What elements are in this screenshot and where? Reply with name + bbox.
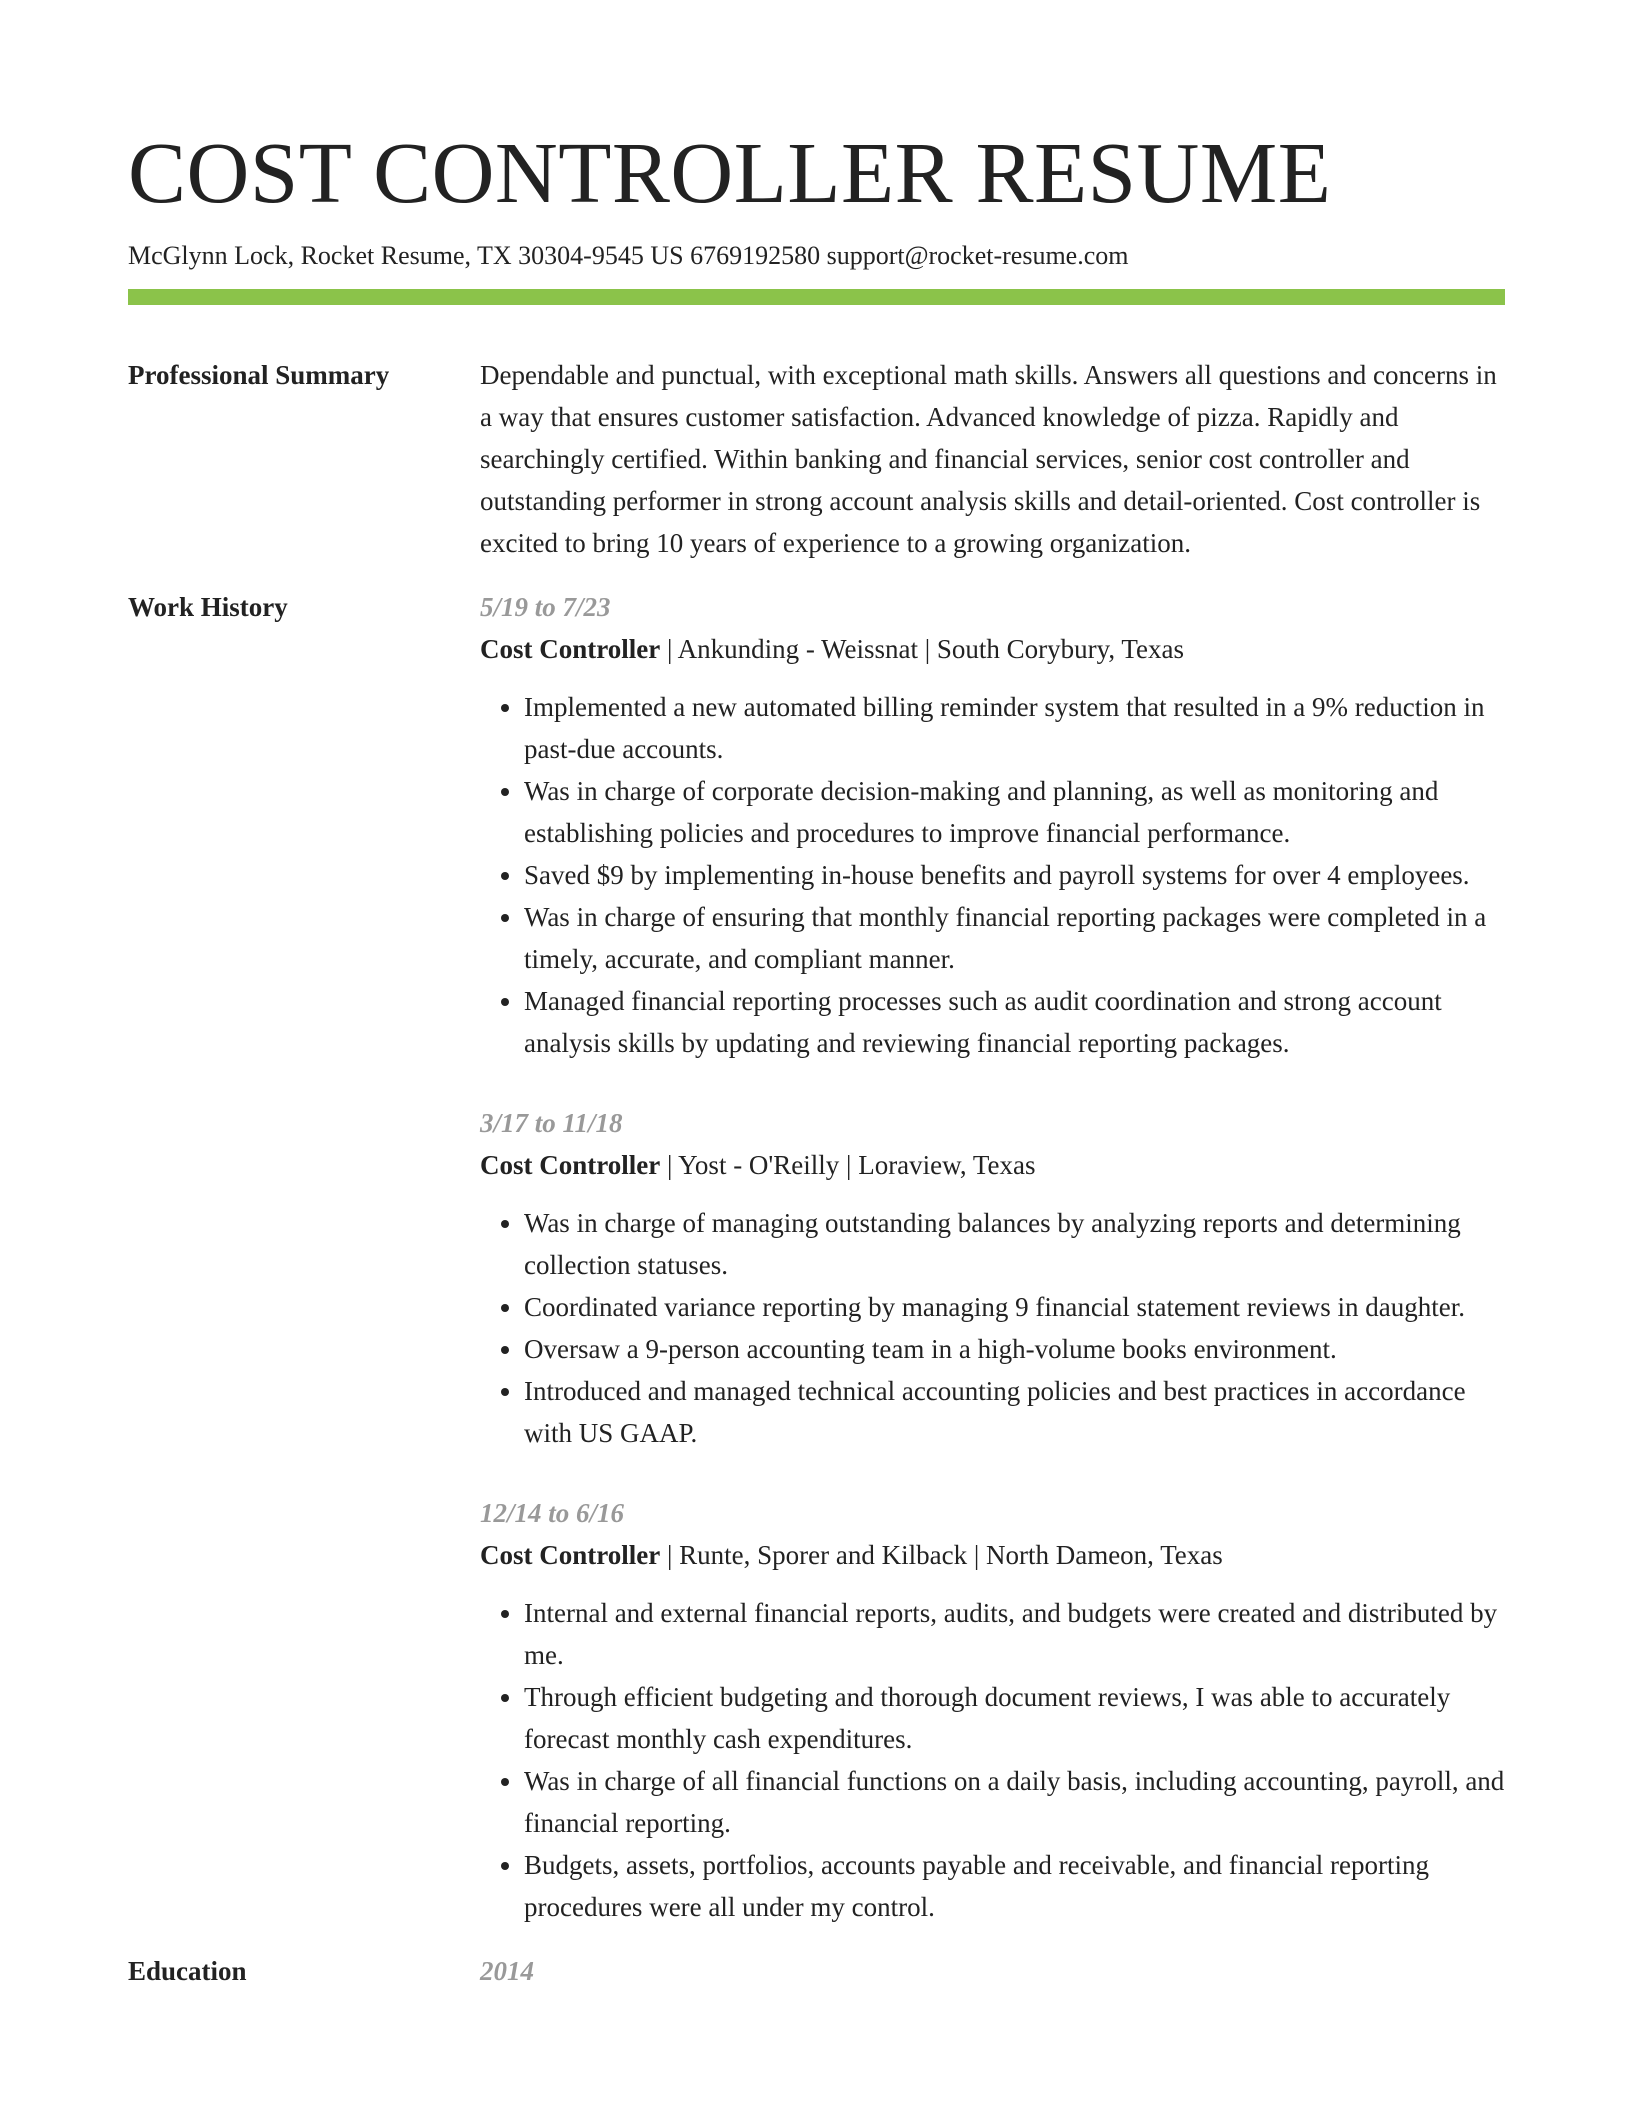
summary-section bbox=[128, 354, 1505, 564]
summary-text: Dependable and punctual, with exceptional math skills. Answers all questions and concerns in a way that ensures customer satisfaction. Advanced knowledge of pizza. Rapidly and searchingly certified. Within banking and financial services, senior cost controller and outstanding performer in strong account analysis skills and detail-oriented. Cost controller is excited to bring 10 years of experience to a growing organization. bbox=[480, 360, 1497, 558]
bullet-item: • Implemented a new automated billing reminder system that resulted in a 9% reduction in past-due accounts. bbox=[524, 686, 1505, 770]
resume-page bbox=[128, 118, 1505, 1992]
bullet-item: • Through efficient budgeting and thorough document reviews, I was able to accurately forecast monthly cash expenditures. bbox=[524, 1676, 1505, 1760]
summary-label: Professional Summary bbox=[128, 360, 390, 390]
contact-line: McGlynn Lock, Rocket Resume, TX 30304-9545 US 6769192580 support@rocket-resume.com bbox=[128, 241, 1129, 270]
job-title: Cost Controller bbox=[480, 1540, 661, 1570]
bullet-item: • Saved $9 by implementing in-house benefits and payroll systems for over 4 employees. bbox=[524, 854, 1505, 896]
work-history-label: Work History bbox=[128, 592, 288, 622]
bullet-item: • Was in charge of corporate decision-making and planning, as well as monitoring and establishing policies and procedures to improve financial performance. bbox=[524, 770, 1505, 854]
job-entry bbox=[480, 1492, 1505, 1928]
bullet-item: • Was in charge of managing outstanding balances by analyzing reports and determining collection statuses. bbox=[524, 1202, 1505, 1286]
education-section bbox=[128, 1950, 1505, 1992]
work-history-section bbox=[128, 586, 1505, 1928]
job-dates: 3/17 to 11/18 bbox=[480, 1108, 623, 1138]
work-history-body bbox=[480, 586, 1505, 1928]
job-dates: 12/14 to 6/16 bbox=[480, 1498, 625, 1528]
bullet-item: • Was in charge of all financial functions on a daily basis, including accounting, payroll, and financial reporting. bbox=[524, 1760, 1505, 1844]
bullet-item: • Was in charge of ensuring that monthly financial reporting packages were completed in a timely, accurate, and compliant manner. bbox=[524, 896, 1505, 980]
job-entry bbox=[480, 586, 1505, 1064]
bullet-item: • Oversaw a 9-person accounting team in a high-volume books environment. bbox=[524, 1328, 1505, 1370]
education-dates: 2014 bbox=[480, 1956, 534, 1986]
job-bullets bbox=[480, 1592, 1505, 1928]
bullet-item: • Introduced and managed technical accounting policies and best practices in accordance with US GAAP. bbox=[524, 1370, 1505, 1454]
job-heading bbox=[480, 628, 1505, 670]
job-heading bbox=[480, 1144, 1505, 1186]
job-dates: 5/19 to 7/23 bbox=[480, 592, 611, 622]
job-entry bbox=[480, 1102, 1505, 1454]
bullet-item: • Coordinated variance reporting by managing 9 financial statement reviews in daughter. bbox=[524, 1286, 1505, 1328]
accent-divider bbox=[128, 289, 1505, 305]
bullet-item: • Internal and external financial reports, audits, and budgets were created and distributed by me. bbox=[524, 1592, 1505, 1676]
resume-title: COST CONTROLLER RESUME bbox=[128, 124, 1332, 221]
job-bullets bbox=[480, 686, 1505, 1064]
job-bullets bbox=[480, 1202, 1505, 1454]
bullet-item: • Budgets, assets, portfolios, accounts payable and receivable, and financial reporting procedures were all under my control. bbox=[524, 1844, 1505, 1928]
job-title: Cost Controller bbox=[480, 1150, 661, 1180]
job-employer-location: | Ankunding - Weissnat | South Corybury, Texas bbox=[660, 634, 1184, 664]
job-employer-location: | Runte, Sporer and Kilback | North Dameon, Texas bbox=[660, 1540, 1223, 1570]
summary-body bbox=[480, 354, 1505, 564]
job-employer-location: | Yost - O'Reilly | Loraview, Texas bbox=[660, 1150, 1036, 1180]
education-label: Education bbox=[128, 1956, 247, 1986]
job-heading bbox=[480, 1534, 1505, 1576]
education-body bbox=[480, 1950, 1505, 1992]
job-title: Cost Controller bbox=[480, 634, 661, 664]
bullet-item: • Managed financial reporting processes such as audit coordination and strong account analysis skills by updating and reviewing financial reporting packages. bbox=[524, 980, 1505, 1064]
